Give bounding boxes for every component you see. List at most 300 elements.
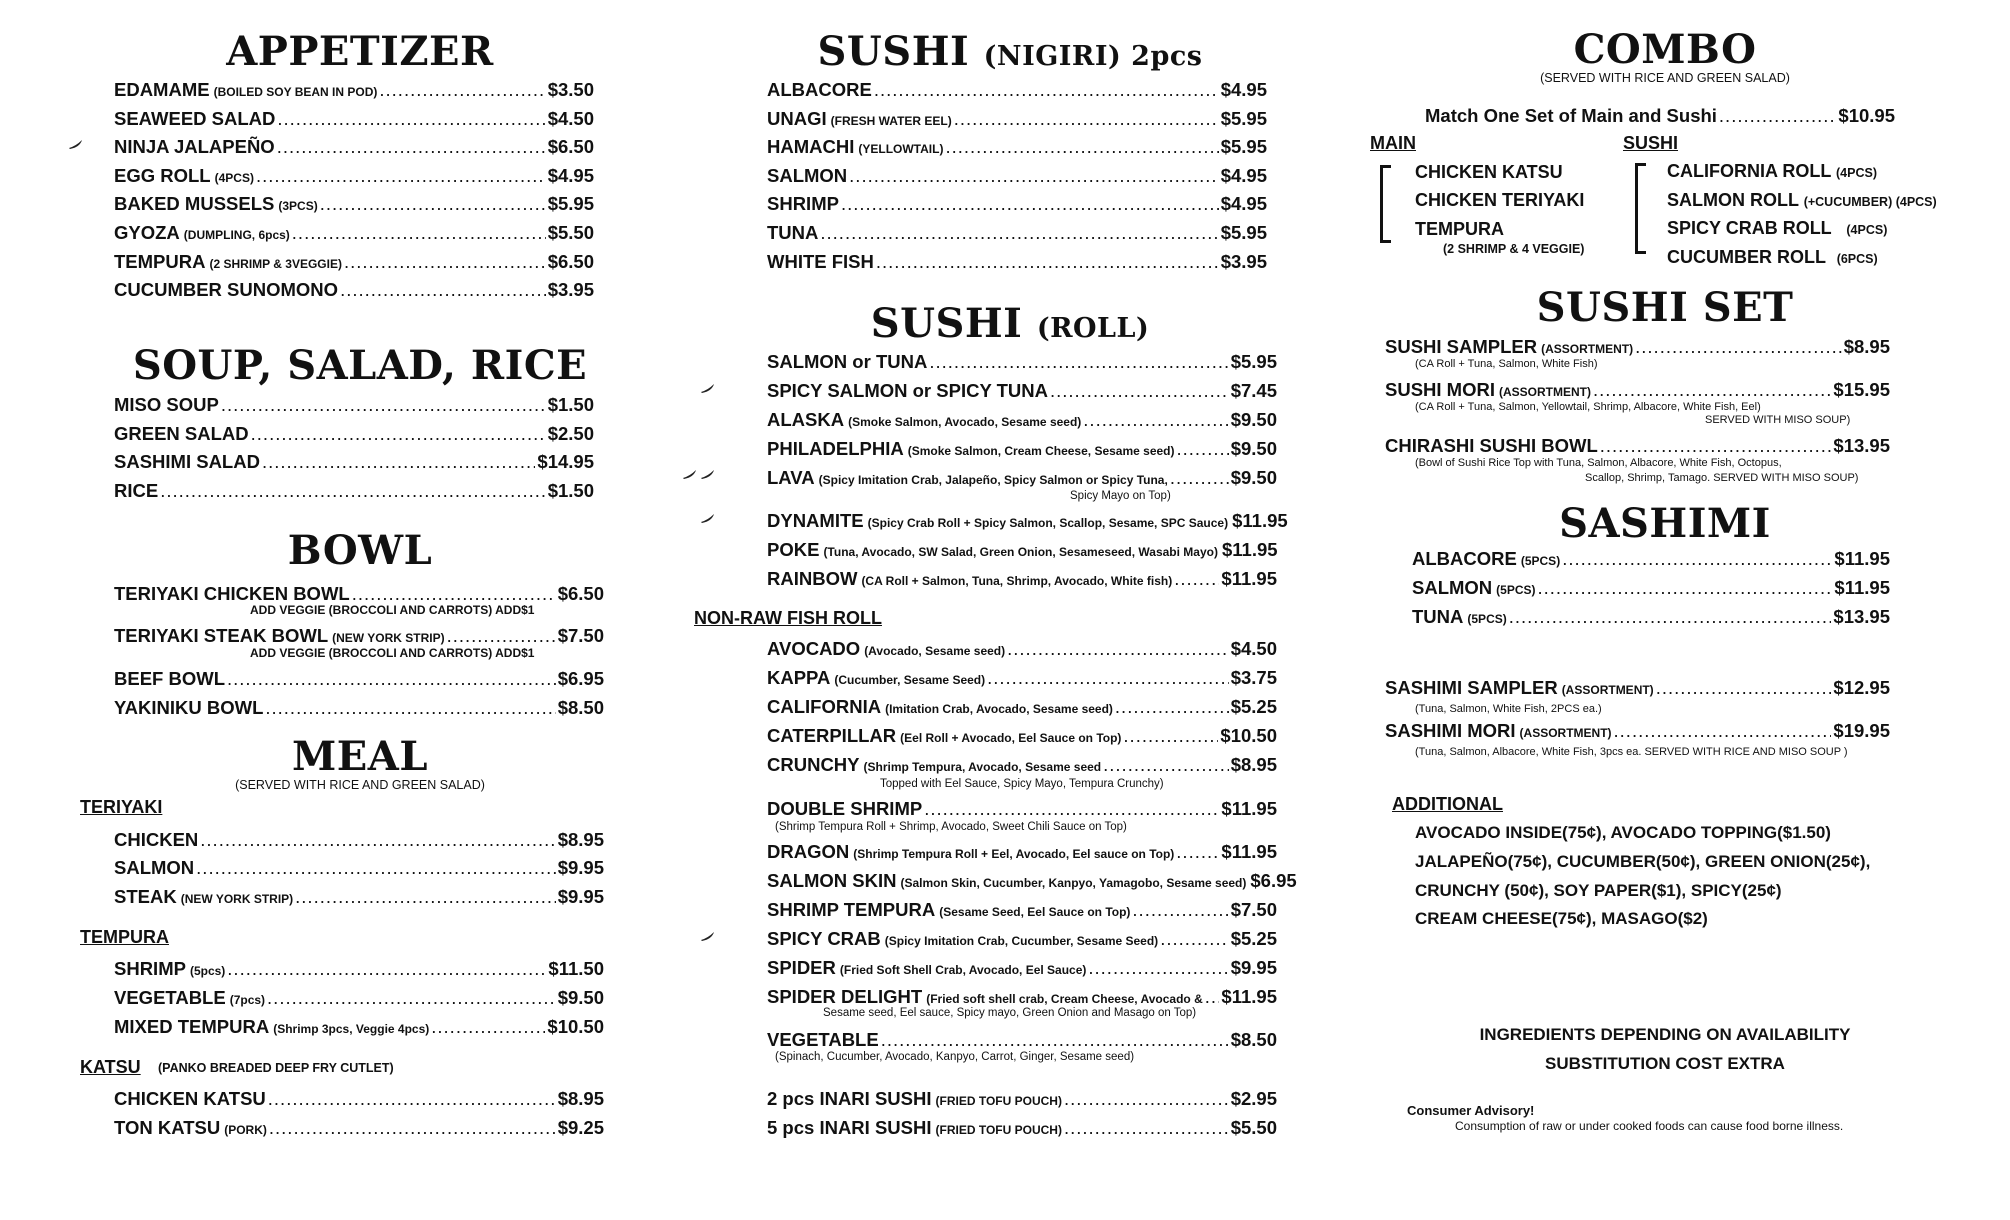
item-name: SHRIMP TEMPURA [767, 899, 936, 920]
item-name: SPICY CRAB ROLL [1667, 218, 1832, 238]
menu-item [767, 539, 1277, 561]
item-desc: (Shrimp 3pcs, Veggie 4pcs) [273, 1022, 430, 1036]
meal-title: MEAL [292, 733, 428, 780]
item-price: $9.95 [557, 886, 604, 907]
item-price: $4.95 [1220, 193, 1267, 215]
dot-leader [1174, 568, 1219, 590]
item-price: $9.50 [1230, 438, 1277, 459]
item-desc: (5PCS) [1520, 554, 1561, 568]
dot-leader [1176, 841, 1219, 863]
item-name: TON KATSU [114, 1117, 221, 1138]
additional-line: JALAPEÑO(75¢), CUCUMBER(50¢), GREEN ONION(25¢), [1415, 852, 1871, 871]
item-price: $11.95 [1221, 568, 1277, 589]
item-price: $4.95 [1220, 79, 1267, 100]
menu-item [767, 409, 1277, 431]
menu-item [114, 1117, 604, 1139]
item-name: GYOZA [114, 222, 180, 243]
item-price: $3.95 [1220, 250, 1267, 272]
dot-leader [1562, 548, 1832, 570]
menu-item [1412, 548, 1890, 570]
menu-item [1412, 577, 1890, 599]
item-name: EGG ROLL [114, 164, 211, 186]
item-name: CHICKEN [114, 829, 199, 850]
item-name: NINJA JALAPEÑO [114, 136, 275, 158]
menu-item [1385, 336, 1890, 358]
crunchy-note: Topped with Eel Sauce, Spicy Mayo, Tempura Crunchy) [880, 778, 1164, 790]
menu-item [767, 957, 1277, 979]
roll-title [730, 300, 1290, 347]
item-desc: (Cucumber, Sesame Seed) [834, 673, 986, 687]
dot-leader [1614, 720, 1832, 742]
item-price: $5.95 [1220, 107, 1267, 129]
item-name: GREEN SALAD [114, 422, 249, 444]
menu-item [114, 136, 594, 158]
item-desc: (Imitation Crab, Avocado, Sesame seed) [885, 702, 1113, 716]
dot-leader [881, 1029, 1229, 1051]
item-name: SALMON [767, 164, 848, 186]
item-desc: (3PCS) [278, 199, 318, 214]
menu-item [114, 668, 604, 690]
menu-item [114, 583, 604, 605]
item-price: $1.50 [547, 394, 594, 415]
item-desc: (FRIED TOFU POUCH) [935, 1123, 1062, 1137]
item-price: $11.95 [1834, 548, 1890, 569]
item-price: $11.95 [1834, 577, 1890, 598]
dot-leader [1538, 577, 1833, 599]
item-price: $11.50 [548, 958, 604, 979]
item-price: $9.25 [557, 1117, 604, 1138]
item-price: $5.25 [1230, 696, 1277, 717]
item-desc: (FRIED TOFU POUCH) [935, 1094, 1062, 1108]
dot-leader [1123, 725, 1218, 747]
item-price: $3.95 [547, 279, 594, 301]
bowl-veggie-note-1: ADD VEGGIE (BROCCOLI AND CARROTS) ADD$1 [250, 603, 535, 617]
sashimi-sampler-note: (Tuna, Salmon, White Fish, 2PCS ea.) [1415, 703, 1602, 715]
item-name: CUCUMBER SUNOMONO [114, 279, 339, 301]
item-desc: (7pcs) [229, 993, 266, 1007]
item-name: SALMON ROLL [1667, 190, 1799, 210]
item-desc: (4PCS) [1846, 223, 1888, 237]
item-name: CHICKEN KATSU [114, 1088, 266, 1109]
vegetable-note: (Spinach, Cucumber, Avocado, Kanpyo, Carrot, Ginger, Sesame seed) [775, 1051, 1135, 1063]
dot-leader [221, 394, 546, 416]
item-price: $11.95 [1221, 986, 1277, 1007]
item-name: MISO SOUP [114, 394, 219, 415]
item-desc: (5PCS) [1467, 612, 1507, 626]
sashimi-mori-note: (Tuna, Salmon, Albacore, White Fish, 3pcs ea. SERVED WITH RICE AND MISO SOUP ) [1415, 746, 1848, 758]
item-price: $6.95 [557, 668, 604, 689]
item-desc: (DUMPLING, 6pcs) [183, 228, 290, 242]
dot-leader [874, 79, 1219, 101]
item-name: SEAWEED SALAD [114, 107, 276, 129]
menu-item [114, 79, 594, 101]
item-price: $14.95 [537, 451, 594, 473]
sushi-sampler-note: (CA Roll + Tuna, Salmon, White Fish) [1415, 358, 1598, 370]
item-name: ALBACORE [767, 79, 872, 100]
item-name: TEMPURA [114, 250, 206, 272]
item-name: SPIDER [767, 957, 836, 978]
dot-leader [379, 79, 545, 101]
roll-title-main: SUSHI [870, 300, 1023, 347]
menu-item [1385, 435, 1890, 457]
item-name: ALASKA [767, 409, 845, 430]
item-price: $13.95 [1833, 435, 1890, 456]
item-price: $9.95 [1230, 957, 1277, 978]
item-price: $5.50 [547, 222, 594, 243]
menu-item [767, 841, 1277, 863]
item-name: 5 pcs INARI SUSHI [767, 1117, 932, 1138]
dot-leader [295, 886, 556, 908]
menu-item [114, 394, 594, 416]
item-name: VEGETABLE [767, 1029, 879, 1050]
item-price: $5.50 [1230, 1117, 1277, 1138]
pepper-icon [700, 930, 716, 942]
dot-leader [1103, 754, 1229, 776]
item-desc: (Spicy Crab Roll + Spicy Salmon, Scallop, Sesame, SPC Sauce) [867, 516, 1229, 530]
dot-leader [876, 251, 1219, 273]
menu-item [767, 696, 1277, 718]
item-price: $3.50 [547, 79, 594, 100]
item-name: 2 pcs INARI SUSHI [767, 1088, 932, 1109]
dot-leader [1064, 1117, 1229, 1139]
menu-item [767, 136, 1267, 158]
dot-leader [160, 480, 546, 502]
pepper-icon [700, 512, 716, 524]
item-name: SASHIMI SALAD [114, 451, 260, 473]
item-desc: (+CUCUMBER) (4PCS) [1803, 195, 1937, 209]
dot-leader [292, 222, 546, 244]
item-desc: (Fried Soft Shell Crab, Avocado, Eel Sauce) [839, 963, 1087, 977]
item-price: $13.95 [1833, 606, 1890, 627]
item-name: CALIFORNIA ROLL [1667, 161, 1831, 181]
meal-note: (SERVED WITH RICE AND GREEN SALAD) [235, 778, 485, 792]
item-price: $10.50 [547, 1016, 604, 1037]
item-name: SPIDER DELIGHT [767, 986, 923, 1007]
roll-title-sub: (ROLL) [1036, 313, 1150, 344]
item-price: $19.95 [1833, 720, 1890, 741]
item-price: $8.50 [557, 697, 604, 718]
item-desc: (ASSORTMENT) [1519, 726, 1612, 740]
menu-item [767, 667, 1277, 689]
dot-leader [227, 958, 546, 980]
item-name: SALMON SKIN [767, 870, 897, 891]
lava-note: Spicy Mayo on Top) [1070, 490, 1171, 502]
item-price: $2.50 [547, 422, 594, 444]
item-desc: (ASSORTMENT) [1541, 342, 1634, 356]
item-price: $10.50 [1220, 725, 1277, 746]
additional-line: CREAM CHEESE(75¢), MASAGO($2) [1415, 909, 1708, 928]
item-price: $12.95 [1833, 677, 1890, 698]
item-price: $4.95 [1220, 164, 1267, 186]
menu-item [114, 1016, 604, 1038]
menu-item [767, 1117, 1277, 1139]
menu-item [114, 857, 604, 879]
item-name: VEGETABLE [114, 987, 226, 1008]
dot-leader [1115, 696, 1229, 718]
item-desc: (Salmon Skin, Cucumber, Kanpyo, Yamagobo, Sesame seed) [900, 876, 1247, 890]
combo-match [1425, 105, 1895, 127]
item-price: $6.95 [1250, 870, 1297, 891]
dot-leader [265, 697, 555, 719]
dot-leader [945, 136, 1218, 158]
item-name: PHILADELPHIA [767, 438, 904, 459]
katsu-note: (PANKO BREADED DEEP FRY CUTLET) [158, 1061, 394, 1075]
bracket-sushi [1635, 163, 1646, 254]
dot-leader [1509, 606, 1832, 628]
appetizer-title: APPETIZER [226, 28, 494, 75]
combo-main-item: CHICKEN KATSU [1415, 162, 1563, 182]
item-name: SPICY CRAB [767, 928, 881, 949]
soup-title: SOUP, SALAD, RICE [132, 342, 588, 389]
dot-leader [200, 829, 555, 851]
spider-delight-note: Sesame seed, Eel sauce, Spicy mayo, Green Onion and Masago on Top) [823, 1007, 1197, 1019]
menu-item [114, 625, 604, 647]
menu-item [767, 1029, 1277, 1051]
item-name: BEEF BOWL [114, 668, 225, 689]
item-name: CALIFORNIA [767, 696, 882, 717]
item-desc: (BOILED SOY BEAN IN POD) [213, 85, 378, 99]
item-price: $11.95 [1221, 798, 1277, 819]
sashimi-sampler [1385, 677, 1890, 699]
item-name: CRUNCHY [767, 754, 860, 775]
dot-leader [251, 423, 546, 445]
menu-item [767, 754, 1277, 776]
item-price: $8.50 [1230, 1029, 1277, 1050]
menu-item [767, 467, 1277, 489]
pepper-icon [700, 382, 716, 394]
dot-leader [267, 987, 556, 1009]
additional-title: ADDITIONAL [1392, 794, 1503, 814]
menu-item [767, 108, 1267, 130]
combo-main-item: TEMPURA [1415, 219, 1504, 239]
item-price: $7.50 [557, 625, 604, 646]
dot-leader [820, 222, 1218, 244]
dot-leader [277, 136, 546, 158]
item-price: $9.50 [1230, 467, 1277, 488]
item-desc: (5PCS) [1496, 583, 1536, 597]
item-price: $15.95 [1833, 379, 1890, 400]
tempura-label: TEMPURA [80, 927, 169, 947]
katsu-label: KATSU [80, 1057, 141, 1077]
pepper-icon [682, 468, 716, 480]
menu-item [767, 568, 1277, 590]
dot-leader [256, 165, 546, 187]
dot-leader [1007, 638, 1229, 660]
item-name: SHRIMP [767, 193, 839, 215]
item-name: BAKED MUSSELS [114, 193, 275, 215]
chirashi-note: (Bowl of Sushi Rice Top with Tuna, Salmon, Albacore, White Fish, Octopus, [1415, 457, 1782, 469]
item-price: $6.50 [547, 136, 594, 158]
item-price: $8.95 [1843, 336, 1890, 357]
menu-item [114, 108, 594, 130]
item-price: $5.95 [1220, 136, 1267, 158]
item-name: SPICY SALMON or SPICY TUNA [767, 380, 1048, 401]
availability-note: INGREDIENTS DEPENDING ON AVAILABILITY [1479, 1025, 1851, 1044]
item-name: DYNAMITE [767, 510, 864, 531]
menu-item [114, 987, 604, 1009]
item-desc: (NEW YORK STRIP) [332, 631, 445, 645]
dot-leader [1088, 957, 1228, 979]
menu-item [767, 870, 1297, 892]
menu-item [767, 438, 1277, 460]
item-name: KAPPA [767, 667, 831, 688]
item-price: $10.95 [1838, 105, 1895, 126]
dot-leader [352, 583, 556, 605]
dot-leader [841, 193, 1219, 215]
dot-leader [447, 625, 556, 647]
item-desc: (PORK) [224, 1123, 267, 1137]
nigiri-title [730, 28, 1290, 75]
item-name: SHRIMP [114, 958, 186, 979]
item-name: ALBACORE [1412, 548, 1517, 569]
combo-sushi-label: SUSHI [1623, 133, 1679, 153]
item-name: SASHIMI SAMPLER [1385, 677, 1558, 698]
item-desc: (Spicy Imitation Crab, Cucumber, Sesame Seed) [884, 934, 1159, 948]
item-name: SASHIMI MORI [1385, 720, 1516, 741]
combo-sushi-item [1667, 161, 1877, 182]
menu-item [114, 193, 594, 215]
item-name: EDAMAME [114, 79, 210, 100]
menu-item [767, 251, 1267, 273]
dot-leader [929, 351, 1228, 373]
item-name: SUSHI SAMPLER [1385, 336, 1538, 357]
item-price: $6.50 [547, 250, 594, 272]
dot-leader [954, 108, 1219, 130]
item-name: SUSHI MORI [1385, 379, 1495, 400]
item-price: $5.95 [547, 193, 594, 215]
combo-sushi-item [1667, 247, 1878, 268]
item-price: $9.95 [557, 857, 604, 878]
item-price: $11.95 [1232, 510, 1288, 531]
item-name: TUNA [767, 222, 819, 243]
sushi-set-title: SUSHI SET [1536, 284, 1794, 331]
menu-item [767, 510, 1288, 532]
item-price: $2.95 [1230, 1088, 1277, 1109]
double-shrimp-note: (Shrimp Tempura Roll + Shrimp, Avocado, Sweet Chili Sauce on Top) [775, 821, 1127, 833]
item-price: $5.95 [1220, 222, 1267, 243]
dot-leader [1600, 435, 1832, 457]
menu-item [767, 165, 1267, 187]
menu-item [767, 193, 1267, 215]
menu-item [114, 251, 594, 273]
dot-leader [340, 279, 546, 301]
menu-item [114, 1088, 604, 1110]
item-name: TERIYAKI STEAK BOWL [114, 625, 329, 646]
menu-item [767, 1088, 1277, 1110]
item-name: DOUBLE SHRIMP [767, 798, 923, 819]
item-desc: (Fried soft shell crab, Cream Cheese, Avocado & [926, 992, 1203, 1006]
pepper-icon [68, 138, 84, 150]
dot-leader [344, 251, 546, 273]
bowl-title: BOWL [287, 527, 433, 574]
item-price: $4.95 [547, 164, 594, 186]
item-desc: (CA Roll + Salmon, Tuna, Shrimp, Avocado, White fish) [861, 574, 1173, 588]
menu-item [767, 222, 1267, 244]
item-name: YAKINIKU BOWL [114, 697, 264, 718]
item-price: $7.50 [1230, 899, 1277, 920]
menu-item [114, 697, 604, 719]
item-price: $11.95 [1221, 539, 1278, 560]
item-name: SALMON [114, 857, 195, 878]
item-name: UNAGI [767, 107, 827, 129]
dot-leader [320, 193, 546, 215]
item-name: RICE [114, 479, 159, 501]
item-desc: (Shrimp Tempura Roll + Eel, Avocado, Eel sauce on Top) [853, 847, 1175, 861]
advisory-text: Consumption of raw or under cooked foods can cause food borne illness. [1455, 1119, 1844, 1133]
combo-main-note: (2 SHRIMP & 4 VEGGIE) [1443, 242, 1585, 256]
advisory-title: Consumer Advisory! [1407, 1103, 1535, 1118]
dot-leader [1656, 677, 1832, 699]
item-desc: (Avocado, Sesame seed) [864, 644, 1006, 658]
teriyaki-label: TERIYAKI [80, 797, 163, 817]
menu-item [767, 351, 1277, 373]
dot-leader [1635, 336, 1842, 358]
menu-item [114, 222, 594, 244]
item-price: $6.50 [557, 583, 604, 604]
item-price: $7.45 [1230, 380, 1277, 401]
menu-item [114, 480, 594, 502]
dot-leader [268, 1088, 556, 1110]
bowl-veggie-note-2: ADD VEGGIE (BROCCOLI AND CARROTS) ADD$1 [250, 646, 535, 660]
item-price: $8.95 [557, 829, 604, 850]
menu-item [767, 899, 1277, 921]
chirashi-note-2: Scallop, Shrimp, Tamago. SERVED WITH MISO SOUP) [1585, 472, 1859, 484]
menu-item [114, 958, 604, 980]
item-name: TERIYAKI CHICKEN BOWL [114, 583, 350, 604]
dot-leader [1205, 986, 1220, 1008]
menu-item [114, 165, 594, 187]
item-name: RAINBOW [767, 568, 858, 589]
item-desc: (YELLOWTAIL) [858, 142, 944, 157]
dot-leader [262, 451, 535, 473]
dot-leader [1160, 928, 1229, 950]
dot-leader [924, 798, 1219, 820]
menu-item [767, 638, 1277, 660]
item-name: Match One Set of Main and Sushi [1425, 105, 1717, 126]
menu-item [114, 886, 604, 908]
combo-sushi-item [1667, 190, 1937, 211]
dot-leader [227, 668, 556, 690]
menu-item [114, 451, 594, 473]
dot-leader [196, 857, 556, 879]
item-price: $5.25 [1230, 928, 1277, 949]
dot-leader [1177, 438, 1229, 460]
item-name: WHITE FISH [767, 250, 874, 272]
dot-leader [1083, 409, 1228, 431]
combo-note: (SERVED WITH RICE AND GREEN SALAD) [1540, 71, 1790, 85]
item-price: $9.50 [1230, 409, 1277, 430]
dot-leader [1064, 1088, 1229, 1110]
item-desc: (Shrimp Tempura, Avocado, Sesame seed [863, 760, 1102, 774]
item-name: HAMACHI [767, 136, 855, 158]
item-name: CATERPILLAR [767, 725, 897, 746]
dot-leader [1132, 899, 1228, 921]
item-name: CHIRASHI SUSHI BOWL [1385, 435, 1598, 456]
item-price: $3.75 [1230, 667, 1277, 688]
dot-leader [1593, 379, 1831, 401]
item-name: SALMON or TUNA [767, 351, 928, 372]
dot-leader [1170, 467, 1229, 489]
item-desc: (Tuna, Avocado, SW Salad, Green Onion, Sesameseed, Wasabi Mayo) [823, 545, 1218, 559]
item-desc: (5pcs) [189, 964, 226, 978]
item-desc: (Smoke Salmon, Cream Cheese, Sesame seed) [907, 444, 1175, 458]
sushi-mori-note-2: SERVED WITH MISO SOUP) [1705, 414, 1851, 426]
item-name: CUCUMBER ROLL [1667, 247, 1826, 267]
item-price: $1.50 [547, 479, 594, 501]
dot-leader [277, 108, 545, 130]
item-desc: (Sesame Seed, Eel Sauce on Top) [939, 905, 1131, 919]
substitution-note: SUBSTITUTION COST EXTRA [1545, 1054, 1785, 1073]
